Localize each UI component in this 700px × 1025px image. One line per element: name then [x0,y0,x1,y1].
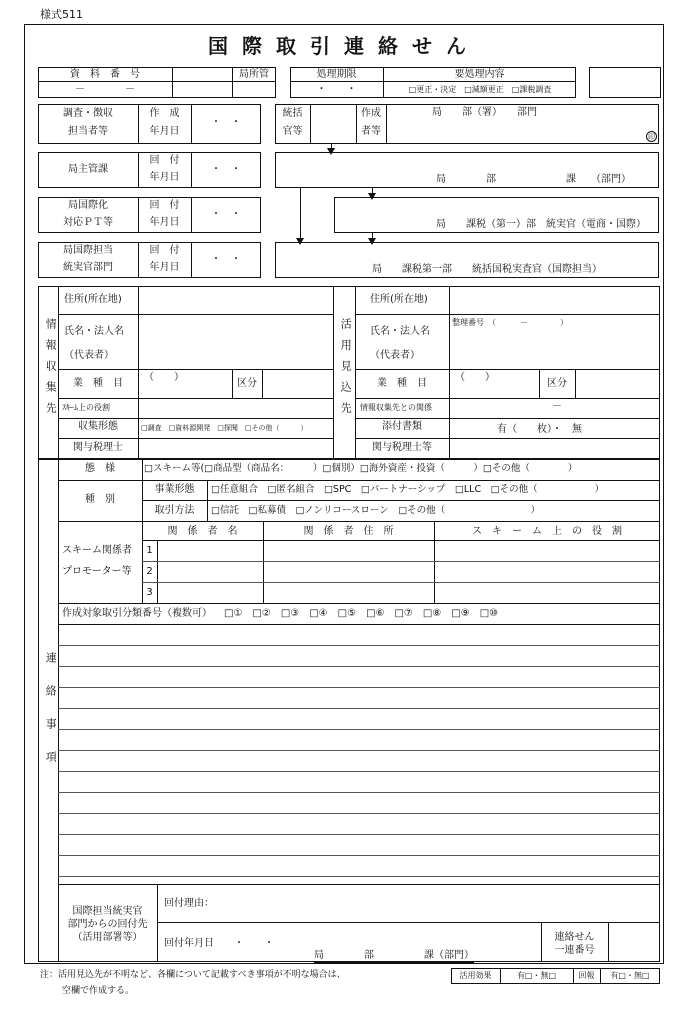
reply-value[interactable]: 有□・無□ [610,971,650,980]
route-3-date-label: 回 付 [149,245,180,256]
collect-vertical-label: 情報収集先 [44,318,58,423]
deal-method-label: 取引方法 [154,505,195,516]
use-ref-number[interactable]: 整理番号 （ － ） [452,318,568,327]
use-name-label: 氏名・法人名 [370,326,430,337]
serial-label-2: 一連番号 [554,945,595,956]
use-address-label: 住所(所在地) [370,294,428,305]
return-reason[interactable]: 回付理由： [164,898,214,909]
collect-tax-label: 関与税理士 [73,442,123,453]
route-3-label-2: 統実官部門 [63,262,113,273]
use-category-label: 区分 [547,378,567,389]
col-party-role: ス キ ー ム 上 の 役 割 [472,526,622,537]
memo-line [58,645,660,646]
mode-label: 態 様 [85,463,115,474]
form-number: 様式511 [40,8,83,21]
created-date[interactable]: ・ ・ [211,117,241,128]
arrow-down-icon [372,188,373,198]
kind-label: 種 別 [85,494,115,505]
route-2-label-1: 局国際化 [68,200,108,211]
note-line-1: 注：活用見込先が不明など、各欄について記載すべき事項が不明な場合は、 [40,970,346,980]
memo-line [58,708,660,709]
effect-value[interactable]: 有□・無□ [516,971,557,980]
page-title: 国際取引連絡せん [208,34,480,58]
collect-form-options[interactable]: □調査 □資料源開発 □探聞 □その他（ ） [141,424,308,432]
use-attach-value[interactable]: 有（ 枚）・ 無 [497,424,582,435]
arrow-down-icon [372,233,373,243]
route-2-date[interactable]: ・ ・ [211,209,241,220]
memo-line [58,729,660,730]
author-label-1: 作成 [361,108,381,119]
use-relation-label: 情報収集先との関係 [360,403,432,412]
request-label: 要処理内容 [454,69,505,80]
route-1-date-label: 回 付 [149,155,180,166]
use-industry-paren[interactable]: （ ） [455,372,495,383]
office-label: 局所管 [239,69,269,80]
route-1-label: 局主管課 [68,164,108,175]
collect-category-label: 区分 [237,378,257,389]
biz-form-options[interactable]: □任意組合 □匿名組合 □SPC □パートナーシップ □LLC □その他（ ） [211,484,605,495]
supervisor-label-2: 官等 [282,126,303,137]
class-options[interactable]: □① □② □③ □④ □⑤ □⑥ □⑦ □⑧ □⑨ □⑩ [224,608,499,619]
author-label-2: 者等 [361,126,381,137]
reply-label: 回報 [578,971,595,980]
use-industry-label: 業 種 目 [377,378,427,389]
return-label-1: 国際担当統実官 [72,906,143,917]
collect-form-label: 収集形態 [78,421,118,432]
party-row-1: 1 [146,545,153,556]
effect-label: 活用効果 [459,971,492,980]
mode-options[interactable]: □スキーム等(□商品型（商品名： ）□個別）□海外資産・投資（ ）□その他（ ） [144,463,578,474]
detail-vertical-label: 連絡事項 [44,652,58,784]
origin-label-1: 調査・徴収 [63,108,113,119]
deadline-label: 処理期限 [316,69,357,80]
route-1-date[interactable]: ・ ・ [211,164,241,175]
route-2-date-label: 回 付 [149,200,180,211]
arrow-down-icon [331,144,332,153]
supervisor-label-1: 統括 [282,108,303,119]
party-row-2: 2 [146,566,153,577]
use-rep-label: （代表者） [370,350,420,361]
memo-line [58,771,660,772]
biz-form-label: 事業形態 [154,484,195,495]
use-vertical-label: 活用見込先 [339,318,353,423]
route-1-dept: 局 部 課 （部門） [436,174,631,185]
return-dept: 局 部 課（部門） [314,950,474,961]
route-2-label-2: 対応ＰＴ等 [63,217,113,228]
arrow-down-icon [300,188,301,243]
created-label-2: 年月日 [149,126,180,137]
route-2-date-label-2: 年月日 [149,217,180,228]
collect-industry-label: 業 種 目 [73,378,123,389]
memo-line [58,750,660,751]
collect-rep-label: （代表者） [64,350,114,361]
route-3-date-label-2: 年月日 [149,262,180,273]
route-2-dept: 局 課税（第一）部 統実官（電商・国際） [436,219,646,230]
request-options[interactable]: □更正・決定 □減額更正 □課税調査 [408,85,552,94]
memo-line [58,855,660,856]
origin-label-2: 担当者等 [68,126,108,137]
deal-method-options[interactable]: □信託 □私募債 □ノンリコースローン □その他（ ） [211,505,541,516]
return-date[interactable]: 回付年月日 ・ ・ [164,938,274,949]
collect-industry-paren[interactable]: （ ） [144,372,184,383]
seal-mark: 印 [648,133,655,141]
deadline-value[interactable]: ・ ・ [316,84,357,95]
note-line-2: 空欄で作成する。 [62,986,135,996]
memo-line [58,834,660,835]
party-row-3: 3 [146,587,153,598]
route-3-date[interactable]: ・ ・ [211,254,241,265]
use-tax-label: 関与税理士等 [372,442,432,453]
return-label-3: （活用部署等） [72,932,143,943]
collect-address-label: 住所(所在地) [64,294,122,305]
route-1-date-label-2: 年月日 [149,172,180,183]
created-label-1: 作 成 [149,108,180,119]
use-attach-label: 添付書類 [382,421,422,432]
memo-line [58,876,660,877]
party-label-2: プロモーター等 [62,566,132,577]
serial-label-1: 連絡せん [554,932,595,943]
origin-bureau: 局 部（署） 部門 [432,107,537,118]
memo-line [58,813,660,814]
col-party-name: 関 係 者 名 [167,526,238,537]
blank-box [589,67,661,98]
use-relation-value[interactable]: － [552,401,562,412]
doc-number-label: 資 料 番 号 [70,69,140,80]
return-label-2: 部門からの回付先 [67,919,148,930]
route-3-dept: 局 課税第一部 統括国税実査官（国際担当） [372,264,602,275]
memo-line [58,666,660,667]
doc-number-value[interactable]: － － [75,84,135,95]
class-label: 作成対象取引分類番号（複数可） [62,608,212,619]
collect-name-label: 氏名・法人名 [64,326,124,337]
collect-role-label: ｽｷｰﾑ上の役割 [62,403,110,412]
memo-line [58,792,660,793]
memo-line [58,687,660,688]
route-3-label-1: 局国際担当 [63,245,113,256]
party-label-1: スキーム関係者 [62,545,132,556]
col-party-address: 関 係 者 住 所 [303,526,394,537]
